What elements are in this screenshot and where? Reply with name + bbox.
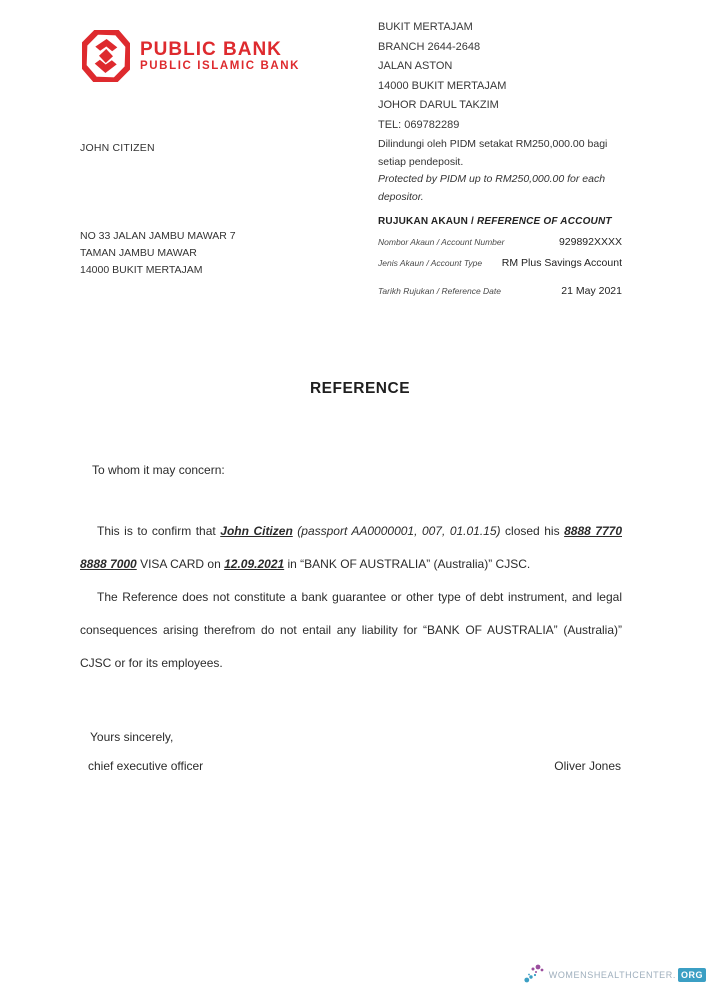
letter-body [80, 515, 622, 680]
pidm-notice [378, 136, 630, 206]
branch-line: 14000 BUKIT MERTAJAM [378, 79, 507, 92]
p1-text: VISA CARD on [136, 557, 225, 571]
branch-line: JALAN ASTON [378, 60, 453, 72]
account-type-row [378, 257, 622, 269]
recipient-name: JOHN CITIZEN [80, 142, 155, 154]
account-reference-section [378, 216, 622, 297]
closure-date: 12.09.2021 [224, 557, 285, 571]
watermark-site-text: WOMENSHEALTHCENTER. [548, 970, 676, 980]
paragraph-confirmation [80, 515, 622, 581]
branch-line: BUKIT MERTAJAM [378, 21, 473, 33]
valediction: Yours sincerely, [90, 730, 174, 744]
signoff-row [88, 759, 621, 773]
address-line: 14000 BUKIT MERTAJAM [80, 264, 203, 276]
passport-details: (passport AA0000001, 007, 01.01.15) [292, 524, 501, 538]
heading-malay: RUJUKAN AKAUN / [378, 216, 474, 227]
client-name: John Citizen [220, 524, 293, 538]
branch-line: JOHOR DARUL TAKZIM [378, 99, 499, 111]
signer-role: chief executive officer [88, 759, 204, 773]
account-number-row [378, 236, 622, 248]
bank-logo [82, 30, 300, 82]
account-section-heading [378, 216, 622, 227]
branch-address [378, 18, 506, 135]
pidm-english: Protected by PIDM up to RM250,000.00 for each depositor. [378, 173, 606, 203]
address-line: TAMAN JAMBU MAWAR [80, 247, 197, 259]
recipient-address [80, 228, 236, 279]
account-type-label: Jenis Akaun / Account Type [378, 258, 483, 268]
card-number: 8888 7770 8888 7000 [80, 524, 622, 571]
pidm-malay: Dilindungi oleh PIDM setakat RM250,000.00 bagi setiap pendeposit. [378, 138, 608, 168]
bank-wordmark [140, 40, 300, 73]
public-bank-emblem-icon [82, 30, 130, 82]
watermark [524, 963, 706, 987]
document-title: REFERENCE [309, 380, 411, 397]
account-number-value: 929892XXXX [558, 236, 622, 248]
p1-text: closed his [500, 524, 565, 538]
account-type-value: RM Plus Savings Account [501, 257, 622, 269]
watermark-dots-icon [524, 963, 548, 987]
p1-text: in “BANK OF AUSTRALIA” (Australia)” CJSC. [284, 557, 531, 571]
bank-name: PUBLIC BANK [140, 38, 282, 60]
reference-date-value: 21 May 2021 [561, 285, 622, 297]
salutation: To whom it may concern: [92, 463, 225, 477]
branch-line: TEL: 069782289 [378, 118, 460, 131]
heading-english: REFERENCE OF ACCOUNT [476, 216, 612, 227]
branch-line: BRANCH 2644-2648 [378, 40, 481, 53]
signer-name: Oliver Jones [554, 759, 621, 773]
reference-date-label: Tarikh Rujukan / Reference Date [378, 286, 502, 296]
paragraph-disclaimer: The Reference does not constitute a bank guarantee or other type of debt instrument, and legal consequences arising therefrom do not entail any liability for “BANK OF AUSTRALIA” (Australia)” CJSC or for its employees. [80, 590, 622, 670]
reference-date-row [378, 285, 622, 297]
watermark-tld-badge: ORG [678, 968, 706, 982]
account-number-label: Nombor Akaun / Account Number [378, 237, 505, 247]
address-line: NO 33 JALAN JAMBU MAWAR 7 [80, 230, 236, 242]
bank-subname: PUBLIC ISLAMIC BANK [140, 59, 301, 72]
p1-text: This is to confirm that [97, 524, 221, 538]
